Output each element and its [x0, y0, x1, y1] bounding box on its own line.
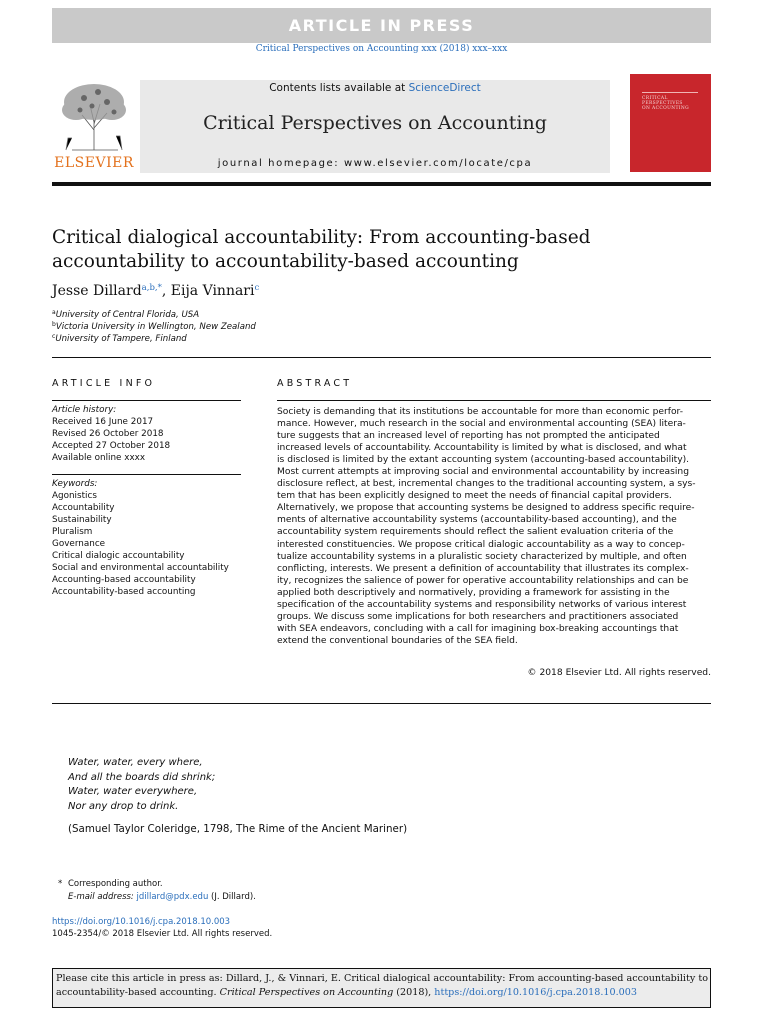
keyword: Accountability — [52, 503, 115, 513]
cover-rule — [642, 92, 698, 93]
author-affiliation-marks[interactable]: c — [254, 283, 260, 293]
article-title — [52, 226, 672, 274]
cover-title-line: ON ACCOUNTING — [642, 106, 690, 111]
cover-title — [642, 96, 702, 111]
abstract-line: Most current attempts at improving social and environmental accountability by increasing — [277, 467, 690, 478]
keyword: Agonistics — [52, 491, 97, 501]
author-name: Jesse Dillard — [52, 283, 142, 299]
issn-line: 1045-2354/© 2018 Elsevier Ltd. All rights reserved. — [52, 929, 273, 939]
history-revised: Revised 26 October 2018 — [52, 429, 164, 439]
affiliation — [52, 321, 256, 332]
keyword: Critical dialogic accountability — [52, 551, 185, 561]
keywords-label: Keywords: — [52, 479, 98, 489]
poem-line: Nor any drop to drink. — [68, 800, 179, 812]
history-received: Received 16 June 2017 — [52, 417, 154, 427]
email-link[interactable]: jdillard@pdx.edu — [136, 892, 209, 902]
abstract-line: Society is demanding that its institutions be accountable for more than economic perfor- — [277, 407, 684, 417]
poem-line: Water, water everywhere, — [68, 786, 198, 797]
contents-prefix: Contents lists available at — [269, 82, 409, 94]
abstract-line: conflicting, interests. We present a definition of accountability that illustrates its complex- — [277, 563, 689, 574]
keyword: Sustainability — [52, 515, 112, 525]
abstract-line: extend the conventional boundaries of the SEA field. — [277, 635, 518, 646]
journal-homepage[interactable]: journal homepage: www.elsevier.com/locate/cpa — [217, 158, 533, 169]
abstract-line: Alternatively, we propose that accounting systems be designed to address specific require- — [277, 503, 695, 514]
abstract-rule — [277, 400, 711, 401]
info-rule — [52, 400, 241, 401]
cite-journal: Critical Perspectives on Accounting — [219, 986, 394, 998]
abstract-line: accountability system requirements should reflect the salient evaluation criteria of the — [277, 527, 674, 538]
abstract-line: tem that has been explicitly designed to meet the needs of financial capital providers. — [277, 491, 672, 502]
email-label: E-mail address: — [68, 892, 134, 902]
abstract-line: disclosure reflect, at best, incremental changes to the traditional accounting system, a sys- — [277, 479, 696, 490]
contents-available — [140, 82, 610, 94]
cite-year: (2018), — [393, 986, 435, 998]
abstract-line: groups. We discuss some implications for both researchers and practitioners associated — [277, 611, 679, 622]
cite-text-part: Please cite this article in press as: Dillard, J., & Vinnari, E. Critical dialogical accountability: From accounting-based accountability to — [56, 973, 708, 984]
cite-text-part: accountability-based accounting. — [56, 986, 220, 998]
affiliation-mark: b — [52, 321, 56, 328]
section-rule — [52, 703, 711, 704]
abstract-line: specification of the accountability systems and responsibility networks of various interest — [277, 599, 687, 610]
corresponding-mark: * — [58, 879, 63, 889]
email-suffix: (J. Dillard). — [211, 892, 256, 902]
abstract-line: ments of alternative accountability systems (accountability-based accounting), and the — [277, 515, 677, 526]
article-info-heading: ARTICLE INFO — [52, 378, 156, 389]
corresponding-author: Corresponding author. — [68, 879, 163, 889]
abstract-line: tualize accountability systems in a pluralistic society characterized by multiple, and often — [277, 551, 687, 562]
article-history-label: Article history: — [52, 405, 117, 415]
author-list — [52, 283, 259, 299]
poem-line: Water, water, every where, — [68, 757, 203, 768]
journal-citation-link[interactable]: Critical Perspectives on Accounting xxx (2018) xxx–xxx — [255, 44, 508, 54]
abstract-line: is disclosed is limited by the extant accounting system (accounting-based accountability). — [277, 455, 690, 466]
abstract-line: with SEA endeavors, concluding with a call for imagining box-breaking accountings that — [277, 623, 679, 634]
epigraph-attribution: (Samuel Taylor Coleridge, 1798, The Rime of the Ancient Mariner) — [68, 823, 408, 835]
cite-text — [56, 972, 708, 999]
history-accepted: Accepted 27 October 2018 — [52, 441, 171, 451]
abstract-line: applied both descriptively and normatively, providing a framework for assisting in the — [277, 587, 670, 598]
abstract-text — [277, 406, 711, 647]
elsevier-wordmark: ELSEVIER — [54, 155, 134, 171]
elsevier-tree-logo-icon — [52, 80, 136, 152]
section-rule — [52, 357, 711, 358]
article-title-line: accountability to accountability-based accounting — [52, 251, 519, 272]
keyword: Governance — [52, 539, 106, 549]
author-name: , Eija Vinnari — [161, 283, 255, 299]
header-rule — [52, 182, 711, 186]
epigraph-poem — [68, 756, 215, 814]
article-in-press-banner: ARTICLE IN PRESS — [52, 8, 711, 43]
affiliation — [52, 309, 199, 320]
affiliation-mark: a — [52, 309, 56, 316]
affiliation-mark: c — [52, 333, 56, 340]
abstract-copyright: © 2018 Elsevier Ltd. All rights reserved. — [527, 668, 711, 678]
info-rule — [52, 474, 241, 475]
affiliation-text: University of Central Florida, USA — [55, 310, 200, 320]
abstract-line: ture suggests that an increased level of reporting has not prompted the anticipated — [277, 431, 660, 442]
affiliation-text: University of Tampere, Finland — [55, 334, 187, 344]
abstract-line: interested constituencies. We propose critical dialogic accountability as a way to concep- — [277, 539, 685, 550]
doi-link[interactable]: https://doi.org/10.1016/j.cpa.2018.10.003 — [52, 917, 231, 927]
cover-title-line: PERSPECTIVES — [642, 101, 683, 106]
sciencedirect-link[interactable]: ScienceDirect — [408, 82, 481, 94]
abstract-line: ity, recognizes the salience of power for operative accountability relationships and can be — [277, 575, 689, 586]
cover-title-line: CRITICAL — [642, 96, 668, 101]
article-title-line: Critical dialogical accountability: From accounting-based — [52, 227, 591, 248]
abstract-heading: ABSTRACT — [277, 378, 353, 389]
cite-doi-link[interactable]: https://doi.org/10.1016/j.cpa.2018.10.003 — [434, 986, 637, 998]
journal-title: Critical Perspectives on Accounting — [203, 112, 547, 134]
email-line — [68, 891, 256, 903]
affiliation-text: Victoria University in Wellington, New Zealand — [55, 322, 256, 332]
keyword: Pluralism — [52, 527, 93, 537]
keyword: Accounting-based accountability — [52, 575, 196, 585]
abstract-line: increased levels of accountability. Accountability is limited by what is disclosed, and what — [277, 443, 687, 454]
affiliation — [52, 333, 187, 344]
author-affiliation-marks[interactable]: a,b,* — [141, 283, 162, 293]
journal-cover-image — [630, 74, 711, 172]
poem-line: And all the boards did shrink; — [68, 771, 216, 783]
abstract-line: mance. However, much research in the social and environmental accounting (SEA) litera- — [277, 419, 686, 430]
history-online: Available online xxxx — [52, 453, 146, 463]
keyword: Social and environmental accountability — [52, 563, 229, 573]
keyword: Accountability-based accounting — [52, 587, 196, 597]
